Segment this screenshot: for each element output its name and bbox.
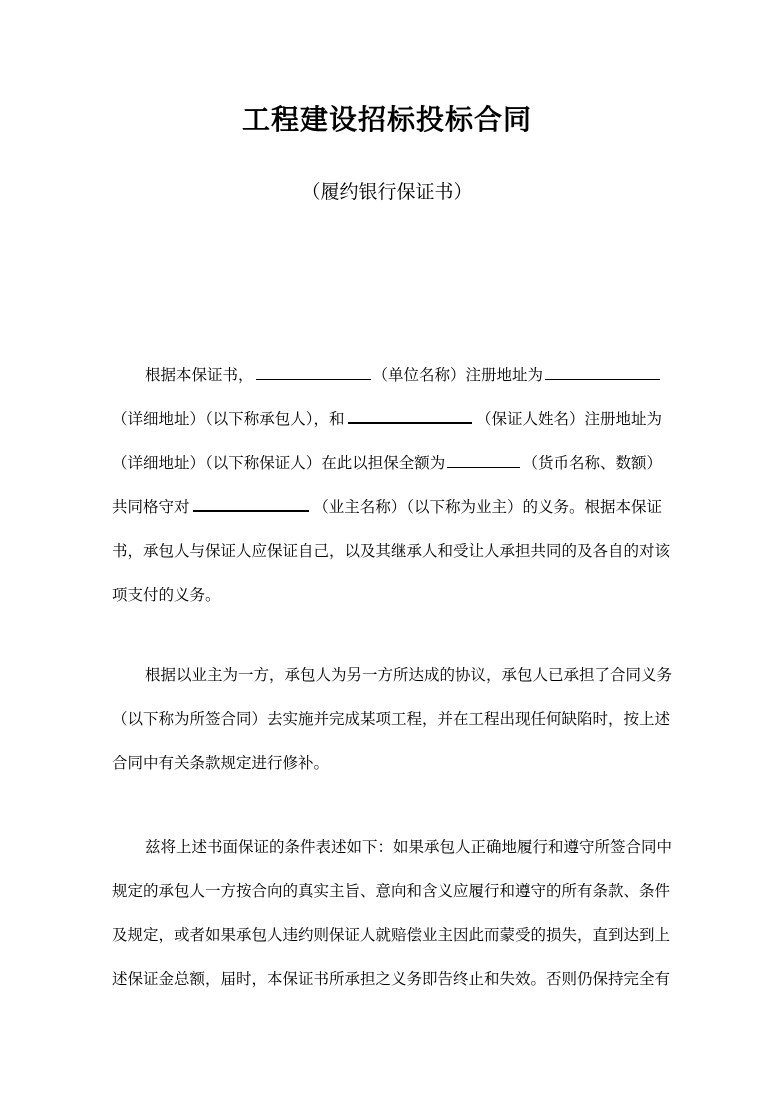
text-segment: （货币名称、数额）: [522, 454, 662, 472]
fill-blank-unit-name: [256, 363, 371, 380]
text-segment: （业主名称）（以下称为业主）的义务。根据本保证: [313, 498, 662, 516]
text-segment: （详细地址）（以下称保证人）在此以担保全额为: [112, 454, 446, 472]
fill-blank-owner-name: [193, 494, 309, 512]
text-line: 述保证金总额，届时，本保证书所承担之义务即告终止和失效。否则仍保持完全有: [112, 970, 671, 988]
document-subtitle: （履约银行保证书）: [301, 181, 473, 203]
text-line: 项支付的义务。: [112, 586, 221, 604]
fill-blank-registered-address: [545, 363, 660, 380]
text-line: 兹将上述书面保证的条件表述如下：如果承包人正确地履行和遵守所签合同中: [145, 838, 673, 856]
fill-blank-guarantor-name: [348, 406, 472, 424]
text-line: 根据以业主为一方，承包人为另一方所达成的协议，承包人已承担了合同义务: [145, 666, 673, 684]
text-line: [112, 353, 662, 397]
text-line: [112, 441, 662, 485]
text-line: 规定的承包人一方按合向的真实主旨、意向和含义应履行和遵守的所有条款、条件: [112, 882, 671, 900]
text-line: （以下称为所签合同）去实施并完成某项工程，并在工程出现任何缺陷时，按上述: [112, 710, 671, 728]
paragraph-3: [112, 825, 673, 1001]
text-line: 合同中有关条款规定进行修补。: [112, 754, 330, 772]
fill-blank-amount: [447, 451, 520, 468]
text-line: 书，承包人与保证人应保证自己，以及其继承人和受让人承担共同的及各自的对该: [112, 542, 671, 560]
text-segment: （保证人姓名）注册地址为: [475, 410, 662, 428]
text-segment: 共同格守对: [112, 498, 190, 516]
document-title: 工程建设招标投标合同: [241, 103, 532, 136]
paragraph-1: [112, 353, 671, 617]
text-line: 及规定，或者如果承包人违约则保证人就赔偿业主因此而蒙受的损失，直到达到上: [112, 926, 671, 944]
text-segment: （单位名称）注册地址为: [372, 366, 544, 384]
paragraph-2: [112, 653, 673, 785]
text-line: [112, 485, 662, 529]
text-segment: （详细地址）（以下称承包人），和: [112, 410, 345, 428]
text-line: [112, 397, 662, 441]
text-segment: 根据本保证书，: [145, 366, 254, 384]
